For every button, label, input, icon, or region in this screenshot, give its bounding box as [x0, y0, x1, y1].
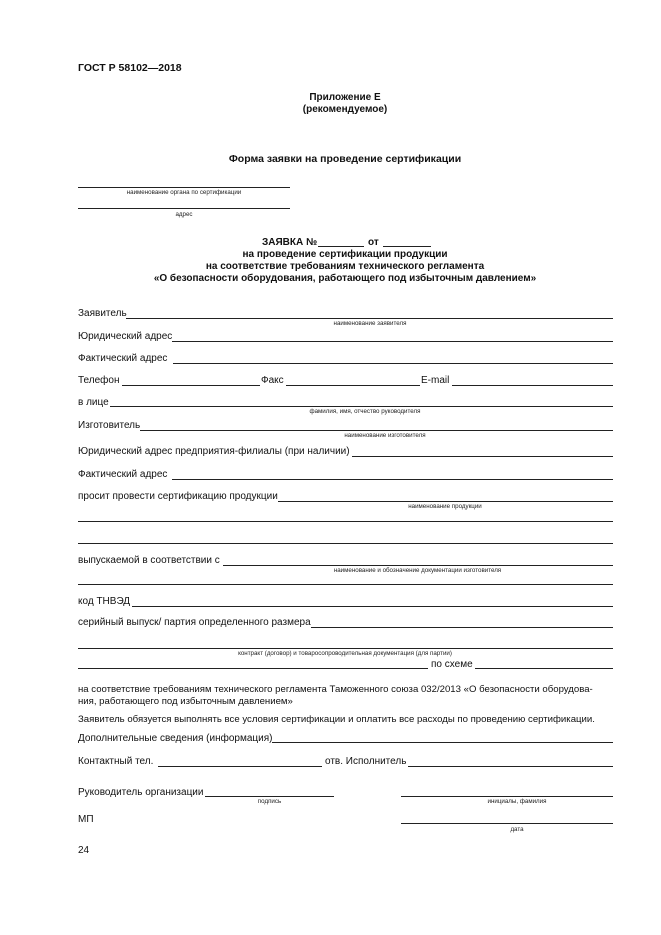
application-date-line[interactable] — [383, 246, 431, 247]
actual-address2-line[interactable] — [172, 479, 613, 480]
docs-line-2[interactable] — [78, 584, 613, 585]
organ-caption: наименование органа по сертификации — [126, 189, 242, 196]
application-title-no: ЗАЯВКА № — [262, 237, 318, 248]
contact-phone-line[interactable] — [158, 766, 322, 767]
email-label: E-mail — [421, 375, 450, 386]
branch-address-label: Юридический адрес предприятия-филиалы (при наличии) — [78, 446, 350, 457]
application-subtitle-2: на соответствие требованиям технического регламента — [205, 261, 485, 272]
fax-line[interactable] — [286, 385, 420, 386]
serial-label: серийный выпуск/ партия определенного размера — [78, 617, 311, 628]
head-label: Руководитель организации — [78, 787, 204, 798]
appendix-note: (рекомендуемое) — [302, 104, 388, 115]
obligation-text: Заявитель обязуется выполнять все условия сертификации и оплатить все расходы по проведению сертификации. — [78, 714, 595, 725]
standard-number: ГОСТ Р 58102—2018 — [78, 62, 182, 74]
legal-address-line[interactable] — [172, 341, 613, 342]
additional-line[interactable] — [272, 742, 613, 743]
legal-address-label: Юридический адрес — [78, 331, 173, 342]
executor-label: отв. Исполнитель — [325, 756, 407, 767]
actual-address-label: Фактический адрес — [78, 353, 168, 364]
organ-line[interactable] — [78, 187, 290, 188]
actual-address2-label: Фактический адрес — [78, 469, 168, 480]
represented-by-label: в лице — [78, 397, 109, 408]
compliance-line-2: ния, работающего под избыточным давлением» — [78, 696, 293, 707]
manufacturer-label: Изготовитель — [78, 420, 141, 431]
stamp-label: МП — [78, 814, 94, 825]
contract-line-2[interactable] — [78, 668, 428, 669]
executor-line[interactable] — [408, 766, 613, 767]
scheme-line[interactable] — [475, 668, 613, 669]
manufacturer-line[interactable] — [140, 430, 613, 431]
contact-phone-label: Контактный тел. — [78, 756, 154, 767]
compliance-line-1: на соответствие требованиям технического регламента Таможенного союза 032/2013 «О безопасности оборудова- — [78, 684, 593, 695]
application-title-from: от — [368, 237, 379, 248]
manufacturer-caption: наименование изготовителя — [344, 432, 426, 439]
product-caption: наименование продукции — [408, 503, 482, 510]
actual-address-line[interactable] — [173, 363, 613, 364]
product-line-3[interactable] — [78, 543, 613, 544]
scheme-label: по схеме — [431, 659, 473, 670]
fax-label: Факс — [261, 375, 284, 386]
signature-line[interactable] — [205, 796, 334, 797]
phone-line[interactable] — [122, 385, 260, 386]
tnved-label: код ТНВЭД — [78, 596, 131, 607]
represented-by-line[interactable] — [110, 406, 613, 407]
initials-line[interactable] — [401, 796, 613, 797]
application-subtitle-3: «О безопасности оборудования, работающего под избыточным давлением» — [153, 273, 537, 284]
applicant-line[interactable] — [126, 318, 613, 319]
signature-caption: подпись — [257, 798, 282, 805]
address-caption: адрес — [175, 211, 193, 218]
request-label: просит провести сертификацию продукции — [78, 491, 278, 502]
docs-line[interactable] — [223, 565, 613, 566]
appendix-label: Приложение Е — [309, 92, 381, 103]
product-line[interactable] — [278, 501, 613, 502]
additional-label: Дополнительные сведения (информация) — [78, 733, 273, 744]
form-title: Форма заявки на проведение сертификации — [228, 153, 462, 165]
applicant-caption: наименование заявителя — [333, 320, 407, 327]
serial-line[interactable] — [311, 627, 613, 628]
application-number-line[interactable] — [318, 246, 364, 247]
tnved-line[interactable] — [132, 606, 613, 607]
branch-address-line[interactable] — [352, 456, 613, 457]
represented-caption: фамилия, имя, отчество руководителя — [309, 408, 421, 415]
contract-line[interactable] — [78, 648, 613, 649]
phone-label: Телефон — [78, 375, 120, 386]
docs-caption: наименование и обозначение документации изготовителя — [333, 567, 502, 574]
page-number: 24 — [78, 845, 90, 856]
address-line[interactable] — [78, 208, 290, 209]
product-line-2[interactable] — [78, 521, 613, 522]
applicant-label: Заявитель — [78, 308, 127, 319]
initials-caption: инициалы, фамилия — [487, 798, 547, 805]
contract-caption: контракт (договор) и товаросопроводительная документация (для партии) — [238, 650, 452, 657]
date-line[interactable] — [401, 823, 613, 824]
produced-per-label: выпускаемой в соответствии с — [78, 555, 220, 566]
application-subtitle-1: на проведение сертификации продукции — [242, 249, 448, 260]
email-line[interactable] — [452, 385, 613, 386]
date-caption: дата — [510, 826, 524, 833]
